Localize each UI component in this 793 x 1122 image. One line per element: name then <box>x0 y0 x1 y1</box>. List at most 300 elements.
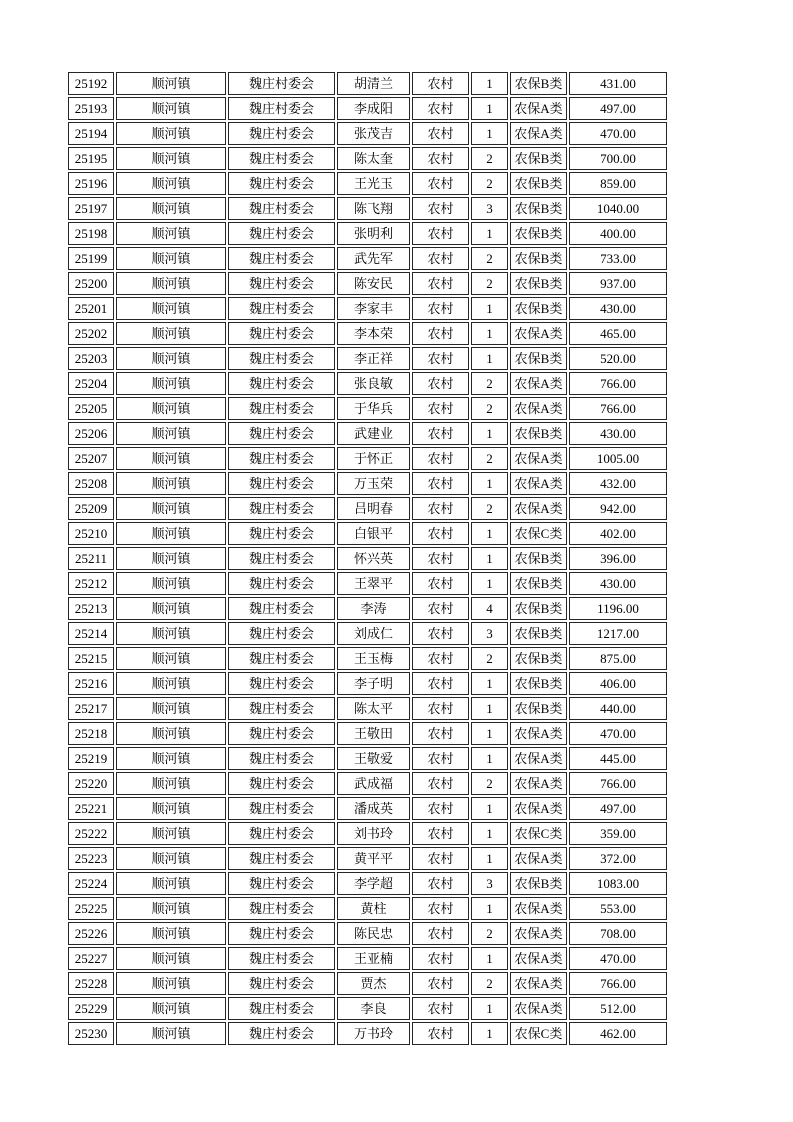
cell-count: 4 <box>471 597 508 620</box>
cell-count: 1 <box>471 797 508 820</box>
cell-id: 25229 <box>68 997 114 1020</box>
cell-id: 25209 <box>68 497 114 520</box>
cell-count: 1 <box>471 547 508 570</box>
cell-village: 魏庄村委会 <box>228 472 335 495</box>
cell-amount: 937.00 <box>569 272 667 295</box>
table-row <box>68 997 667 1020</box>
table-row <box>68 722 667 745</box>
table-row <box>68 97 667 120</box>
cell-person-name: 李本荣 <box>337 322 410 345</box>
cell-amount: 1196.00 <box>569 597 667 620</box>
cell-count: 1 <box>471 822 508 845</box>
cell-town: 顺河镇 <box>116 447 226 470</box>
cell-village: 魏庄村委会 <box>228 672 335 695</box>
table-row <box>68 672 667 695</box>
cell-count: 2 <box>471 372 508 395</box>
table-row <box>68 147 667 170</box>
cell-village: 魏庄村委会 <box>228 497 335 520</box>
cell-residence: 农村 <box>412 347 469 370</box>
cell-person-name: 张茂吉 <box>337 122 410 145</box>
table-row <box>68 872 667 895</box>
cell-count: 1 <box>471 847 508 870</box>
cell-residence: 农村 <box>412 747 469 770</box>
cell-insurance-type: 农保A类 <box>510 772 567 795</box>
cell-town: 顺河镇 <box>116 897 226 920</box>
cell-town: 顺河镇 <box>116 72 226 95</box>
cell-insurance-type: 农保B类 <box>510 247 567 270</box>
cell-amount: 400.00 <box>569 222 667 245</box>
cell-insurance-type: 农保B类 <box>510 72 567 95</box>
cell-town: 顺河镇 <box>116 847 226 870</box>
cell-town: 顺河镇 <box>116 647 226 670</box>
table-row <box>68 622 667 645</box>
cell-village: 魏庄村委会 <box>228 72 335 95</box>
cell-amount: 766.00 <box>569 972 667 995</box>
cell-residence: 农村 <box>412 647 469 670</box>
cell-village: 魏庄村委会 <box>228 222 335 245</box>
cell-id: 25226 <box>68 922 114 945</box>
cell-person-name: 李涛 <box>337 597 410 620</box>
cell-person-name: 王敬爱 <box>337 747 410 770</box>
cell-residence: 农村 <box>412 922 469 945</box>
cell-count: 1 <box>471 422 508 445</box>
cell-id: 25224 <box>68 872 114 895</box>
cell-town: 顺河镇 <box>116 822 226 845</box>
cell-village: 魏庄村委会 <box>228 272 335 295</box>
cell-village: 魏庄村委会 <box>228 697 335 720</box>
cell-residence: 农村 <box>412 322 469 345</box>
cell-town: 顺河镇 <box>116 422 226 445</box>
cell-id: 25204 <box>68 372 114 395</box>
cell-count: 2 <box>471 172 508 195</box>
pension-table <box>66 70 669 1047</box>
cell-village: 魏庄村委会 <box>228 547 335 570</box>
table-row <box>68 572 667 595</box>
cell-insurance-type: 农保C类 <box>510 522 567 545</box>
cell-village: 魏庄村委会 <box>228 897 335 920</box>
cell-amount: 700.00 <box>569 147 667 170</box>
cell-residence: 农村 <box>412 247 469 270</box>
cell-residence: 农村 <box>412 997 469 1020</box>
table-row <box>68 847 667 870</box>
cell-person-name: 怀兴英 <box>337 547 410 570</box>
cell-person-name: 张明利 <box>337 222 410 245</box>
cell-count: 1 <box>471 697 508 720</box>
cell-residence: 农村 <box>412 622 469 645</box>
cell-insurance-type: 农保B类 <box>510 222 567 245</box>
cell-count: 1 <box>471 1022 508 1045</box>
cell-residence: 农村 <box>412 897 469 920</box>
cell-count: 1 <box>471 747 508 770</box>
table-row <box>68 772 667 795</box>
cell-id: 25205 <box>68 397 114 420</box>
cell-town: 顺河镇 <box>116 997 226 1020</box>
cell-id: 25203 <box>68 347 114 370</box>
cell-town: 顺河镇 <box>116 772 226 795</box>
cell-residence: 农村 <box>412 847 469 870</box>
table-row <box>68 897 667 920</box>
cell-person-name: 黄柱 <box>337 897 410 920</box>
cell-count: 2 <box>471 497 508 520</box>
cell-count: 3 <box>471 622 508 645</box>
cell-town: 顺河镇 <box>116 797 226 820</box>
cell-person-name: 李学超 <box>337 872 410 895</box>
table-row <box>68 72 667 95</box>
cell-insurance-type: 农保A类 <box>510 947 567 970</box>
cell-residence: 农村 <box>412 822 469 845</box>
cell-insurance-type: 农保B类 <box>510 672 567 695</box>
table-row <box>68 697 667 720</box>
cell-count: 1 <box>471 222 508 245</box>
cell-town: 顺河镇 <box>116 622 226 645</box>
cell-village: 魏庄村委会 <box>228 647 335 670</box>
cell-town: 顺河镇 <box>116 397 226 420</box>
cell-amount: 465.00 <box>569 322 667 345</box>
cell-amount: 470.00 <box>569 722 667 745</box>
cell-count: 1 <box>471 722 508 745</box>
cell-amount: 766.00 <box>569 397 667 420</box>
cell-insurance-type: 农保A类 <box>510 122 567 145</box>
cell-village: 魏庄村委会 <box>228 622 335 645</box>
table-row <box>68 222 667 245</box>
cell-person-name: 吕明春 <box>337 497 410 520</box>
cell-residence: 农村 <box>412 172 469 195</box>
cell-insurance-type: 农保A类 <box>510 797 567 820</box>
cell-amount: 553.00 <box>569 897 667 920</box>
table-row <box>68 547 667 570</box>
cell-person-name: 万书玲 <box>337 1022 410 1045</box>
cell-amount: 859.00 <box>569 172 667 195</box>
cell-residence: 农村 <box>412 122 469 145</box>
cell-insurance-type: 农保B类 <box>510 297 567 320</box>
cell-id: 25208 <box>68 472 114 495</box>
table-row <box>68 272 667 295</box>
cell-village: 魏庄村委会 <box>228 147 335 170</box>
cell-count: 3 <box>471 197 508 220</box>
cell-id: 25219 <box>68 747 114 770</box>
cell-amount: 497.00 <box>569 97 667 120</box>
cell-village: 魏庄村委会 <box>228 772 335 795</box>
cell-insurance-type: 农保B类 <box>510 622 567 645</box>
cell-amount: 402.00 <box>569 522 667 545</box>
cell-residence: 农村 <box>412 547 469 570</box>
cell-count: 1 <box>471 122 508 145</box>
cell-town: 顺河镇 <box>116 222 226 245</box>
cell-insurance-type: 农保B类 <box>510 422 567 445</box>
cell-residence: 农村 <box>412 772 469 795</box>
cell-id: 25200 <box>68 272 114 295</box>
cell-insurance-type: 农保A类 <box>510 397 567 420</box>
cell-amount: 462.00 <box>569 1022 667 1045</box>
cell-residence: 农村 <box>412 1022 469 1045</box>
cell-village: 魏庄村委会 <box>228 522 335 545</box>
cell-insurance-type: 农保A类 <box>510 722 567 745</box>
cell-residence: 农村 <box>412 522 469 545</box>
cell-id: 25202 <box>68 322 114 345</box>
cell-person-name: 胡清兰 <box>337 72 410 95</box>
cell-village: 魏庄村委会 <box>228 972 335 995</box>
table-row <box>68 797 667 820</box>
cell-town: 顺河镇 <box>116 172 226 195</box>
cell-village: 魏庄村委会 <box>228 847 335 870</box>
cell-insurance-type: 农保A类 <box>510 97 567 120</box>
cell-id: 25228 <box>68 972 114 995</box>
cell-count: 1 <box>471 522 508 545</box>
cell-village: 魏庄村委会 <box>228 422 335 445</box>
cell-id: 25212 <box>68 572 114 595</box>
table-row <box>68 422 667 445</box>
cell-insurance-type: 农保B类 <box>510 697 567 720</box>
cell-count: 1 <box>471 297 508 320</box>
cell-id: 25197 <box>68 197 114 220</box>
cell-count: 1 <box>471 947 508 970</box>
table-row <box>68 397 667 420</box>
cell-insurance-type: 农保C类 <box>510 1022 567 1045</box>
cell-village: 魏庄村委会 <box>228 397 335 420</box>
cell-id: 25220 <box>68 772 114 795</box>
cell-id: 25196 <box>68 172 114 195</box>
cell-insurance-type: 农保B类 <box>510 572 567 595</box>
cell-residence: 农村 <box>412 372 469 395</box>
cell-town: 顺河镇 <box>116 122 226 145</box>
cell-amount: 512.00 <box>569 997 667 1020</box>
table-row <box>68 197 667 220</box>
cell-town: 顺河镇 <box>116 722 226 745</box>
cell-person-name: 黄平平 <box>337 847 410 870</box>
cell-count: 2 <box>471 922 508 945</box>
cell-person-name: 陈安民 <box>337 272 410 295</box>
cell-count: 1 <box>471 672 508 695</box>
table-row <box>68 522 667 545</box>
cell-residence: 农村 <box>412 722 469 745</box>
table-row <box>68 122 667 145</box>
cell-village: 魏庄村委会 <box>228 372 335 395</box>
cell-amount: 1083.00 <box>569 872 667 895</box>
cell-person-name: 李良 <box>337 997 410 1020</box>
cell-id: 25192 <box>68 72 114 95</box>
cell-id: 25225 <box>68 897 114 920</box>
cell-residence: 农村 <box>412 497 469 520</box>
table-row <box>68 597 667 620</box>
cell-insurance-type: 农保B类 <box>510 647 567 670</box>
cell-residence: 农村 <box>412 422 469 445</box>
cell-id: 25207 <box>68 447 114 470</box>
cell-id: 25195 <box>68 147 114 170</box>
cell-town: 顺河镇 <box>116 372 226 395</box>
cell-person-name: 李家丰 <box>337 297 410 320</box>
cell-town: 顺河镇 <box>116 497 226 520</box>
cell-insurance-type: 农保B类 <box>510 347 567 370</box>
cell-town: 顺河镇 <box>116 947 226 970</box>
cell-amount: 766.00 <box>569 772 667 795</box>
cell-person-name: 李正祥 <box>337 347 410 370</box>
cell-amount: 1217.00 <box>569 622 667 645</box>
cell-amount: 431.00 <box>569 72 667 95</box>
cell-residence: 农村 <box>412 797 469 820</box>
cell-id: 25223 <box>68 847 114 870</box>
cell-village: 魏庄村委会 <box>228 872 335 895</box>
cell-id: 25201 <box>68 297 114 320</box>
cell-count: 1 <box>471 997 508 1020</box>
cell-amount: 430.00 <box>569 297 667 320</box>
cell-person-name: 武先军 <box>337 247 410 270</box>
cell-town: 顺河镇 <box>116 597 226 620</box>
cell-person-name: 李成阳 <box>337 97 410 120</box>
pension-table-sheet <box>66 70 669 1047</box>
cell-count: 2 <box>471 147 508 170</box>
cell-count: 1 <box>471 472 508 495</box>
cell-village: 魏庄村委会 <box>228 122 335 145</box>
cell-amount: 875.00 <box>569 647 667 670</box>
cell-count: 2 <box>471 447 508 470</box>
cell-person-name: 于怀正 <box>337 447 410 470</box>
table-row <box>68 247 667 270</box>
cell-village: 魏庄村委会 <box>228 447 335 470</box>
cell-count: 1 <box>471 97 508 120</box>
cell-insurance-type: 农保A类 <box>510 972 567 995</box>
cell-id: 25193 <box>68 97 114 120</box>
cell-amount: 359.00 <box>569 822 667 845</box>
cell-amount: 733.00 <box>569 247 667 270</box>
cell-village: 魏庄村委会 <box>228 97 335 120</box>
cell-id: 25217 <box>68 697 114 720</box>
cell-person-name: 陈民忠 <box>337 922 410 945</box>
cell-village: 魏庄村委会 <box>228 247 335 270</box>
cell-count: 1 <box>471 322 508 345</box>
cell-insurance-type: 农保A类 <box>510 472 567 495</box>
cell-person-name: 贾杰 <box>337 972 410 995</box>
cell-town: 顺河镇 <box>116 247 226 270</box>
cell-town: 顺河镇 <box>116 672 226 695</box>
cell-town: 顺河镇 <box>116 872 226 895</box>
cell-amount: 430.00 <box>569 422 667 445</box>
cell-town: 顺河镇 <box>116 547 226 570</box>
cell-id: 25211 <box>68 547 114 570</box>
cell-insurance-type: 农保A类 <box>510 372 567 395</box>
cell-person-name: 刘成仁 <box>337 622 410 645</box>
cell-town: 顺河镇 <box>116 922 226 945</box>
cell-person-name: 陈太奎 <box>337 147 410 170</box>
cell-village: 魏庄村委会 <box>228 572 335 595</box>
table-row <box>68 172 667 195</box>
table-row <box>68 447 667 470</box>
cell-residence: 农村 <box>412 197 469 220</box>
cell-insurance-type: 农保A类 <box>510 897 567 920</box>
cell-insurance-type: 农保B类 <box>510 172 567 195</box>
cell-id: 25218 <box>68 722 114 745</box>
table-row <box>68 822 667 845</box>
cell-person-name: 陈太平 <box>337 697 410 720</box>
cell-person-name: 白银平 <box>337 522 410 545</box>
cell-residence: 农村 <box>412 872 469 895</box>
cell-residence: 农村 <box>412 97 469 120</box>
cell-residence: 农村 <box>412 572 469 595</box>
cell-person-name: 王翠平 <box>337 572 410 595</box>
table-row <box>68 972 667 995</box>
cell-residence: 农村 <box>412 397 469 420</box>
cell-insurance-type: 农保A类 <box>510 747 567 770</box>
cell-person-name: 王敬田 <box>337 722 410 745</box>
cell-amount: 1040.00 <box>569 197 667 220</box>
cell-person-name: 潘成英 <box>337 797 410 820</box>
cell-id: 25230 <box>68 1022 114 1045</box>
cell-insurance-type: 农保A类 <box>510 497 567 520</box>
cell-id: 25206 <box>68 422 114 445</box>
cell-town: 顺河镇 <box>116 1022 226 1045</box>
cell-amount: 766.00 <box>569 372 667 395</box>
cell-id: 25214 <box>68 622 114 645</box>
cell-id: 25221 <box>68 797 114 820</box>
cell-count: 1 <box>471 72 508 95</box>
cell-village: 魏庄村委会 <box>228 1022 335 1045</box>
cell-village: 魏庄村委会 <box>228 822 335 845</box>
cell-count: 1 <box>471 897 508 920</box>
table-row <box>68 297 667 320</box>
cell-residence: 农村 <box>412 72 469 95</box>
cell-insurance-type: 农保B类 <box>510 272 567 295</box>
cell-amount: 1005.00 <box>569 447 667 470</box>
cell-count: 1 <box>471 347 508 370</box>
cell-residence: 农村 <box>412 597 469 620</box>
cell-insurance-type: 农保B类 <box>510 147 567 170</box>
cell-insurance-type: 农保A类 <box>510 847 567 870</box>
cell-town: 顺河镇 <box>116 147 226 170</box>
table-row <box>68 497 667 520</box>
cell-village: 魏庄村委会 <box>228 947 335 970</box>
cell-amount: 470.00 <box>569 947 667 970</box>
cell-id: 25199 <box>68 247 114 270</box>
cell-count: 2 <box>471 972 508 995</box>
cell-count: 1 <box>471 572 508 595</box>
cell-amount: 430.00 <box>569 572 667 595</box>
cell-residence: 农村 <box>412 947 469 970</box>
table-row <box>68 372 667 395</box>
cell-town: 顺河镇 <box>116 347 226 370</box>
cell-town: 顺河镇 <box>116 272 226 295</box>
cell-residence: 农村 <box>412 472 469 495</box>
cell-insurance-type: 农保B类 <box>510 597 567 620</box>
table-row <box>68 472 667 495</box>
cell-amount: 520.00 <box>569 347 667 370</box>
cell-person-name: 武成福 <box>337 772 410 795</box>
cell-count: 2 <box>471 397 508 420</box>
cell-residence: 农村 <box>412 147 469 170</box>
cell-town: 顺河镇 <box>116 322 226 345</box>
cell-residence: 农村 <box>412 297 469 320</box>
cell-amount: 440.00 <box>569 697 667 720</box>
cell-id: 25213 <box>68 597 114 620</box>
cell-town: 顺河镇 <box>116 472 226 495</box>
cell-insurance-type: 农保C类 <box>510 822 567 845</box>
cell-insurance-type: 农保B类 <box>510 872 567 895</box>
cell-village: 魏庄村委会 <box>228 347 335 370</box>
cell-person-name: 陈飞翔 <box>337 197 410 220</box>
cell-count: 2 <box>471 272 508 295</box>
table-row <box>68 647 667 670</box>
cell-person-name: 刘书玲 <box>337 822 410 845</box>
cell-residence: 农村 <box>412 222 469 245</box>
table-row <box>68 947 667 970</box>
cell-town: 顺河镇 <box>116 747 226 770</box>
table-row <box>68 747 667 770</box>
cell-insurance-type: 农保A类 <box>510 997 567 1020</box>
cell-town: 顺河镇 <box>116 97 226 120</box>
cell-count: 2 <box>471 247 508 270</box>
cell-village: 魏庄村委会 <box>228 172 335 195</box>
cell-count: 3 <box>471 872 508 895</box>
cell-person-name: 万玉荣 <box>337 472 410 495</box>
cell-insurance-type: 农保B类 <box>510 547 567 570</box>
